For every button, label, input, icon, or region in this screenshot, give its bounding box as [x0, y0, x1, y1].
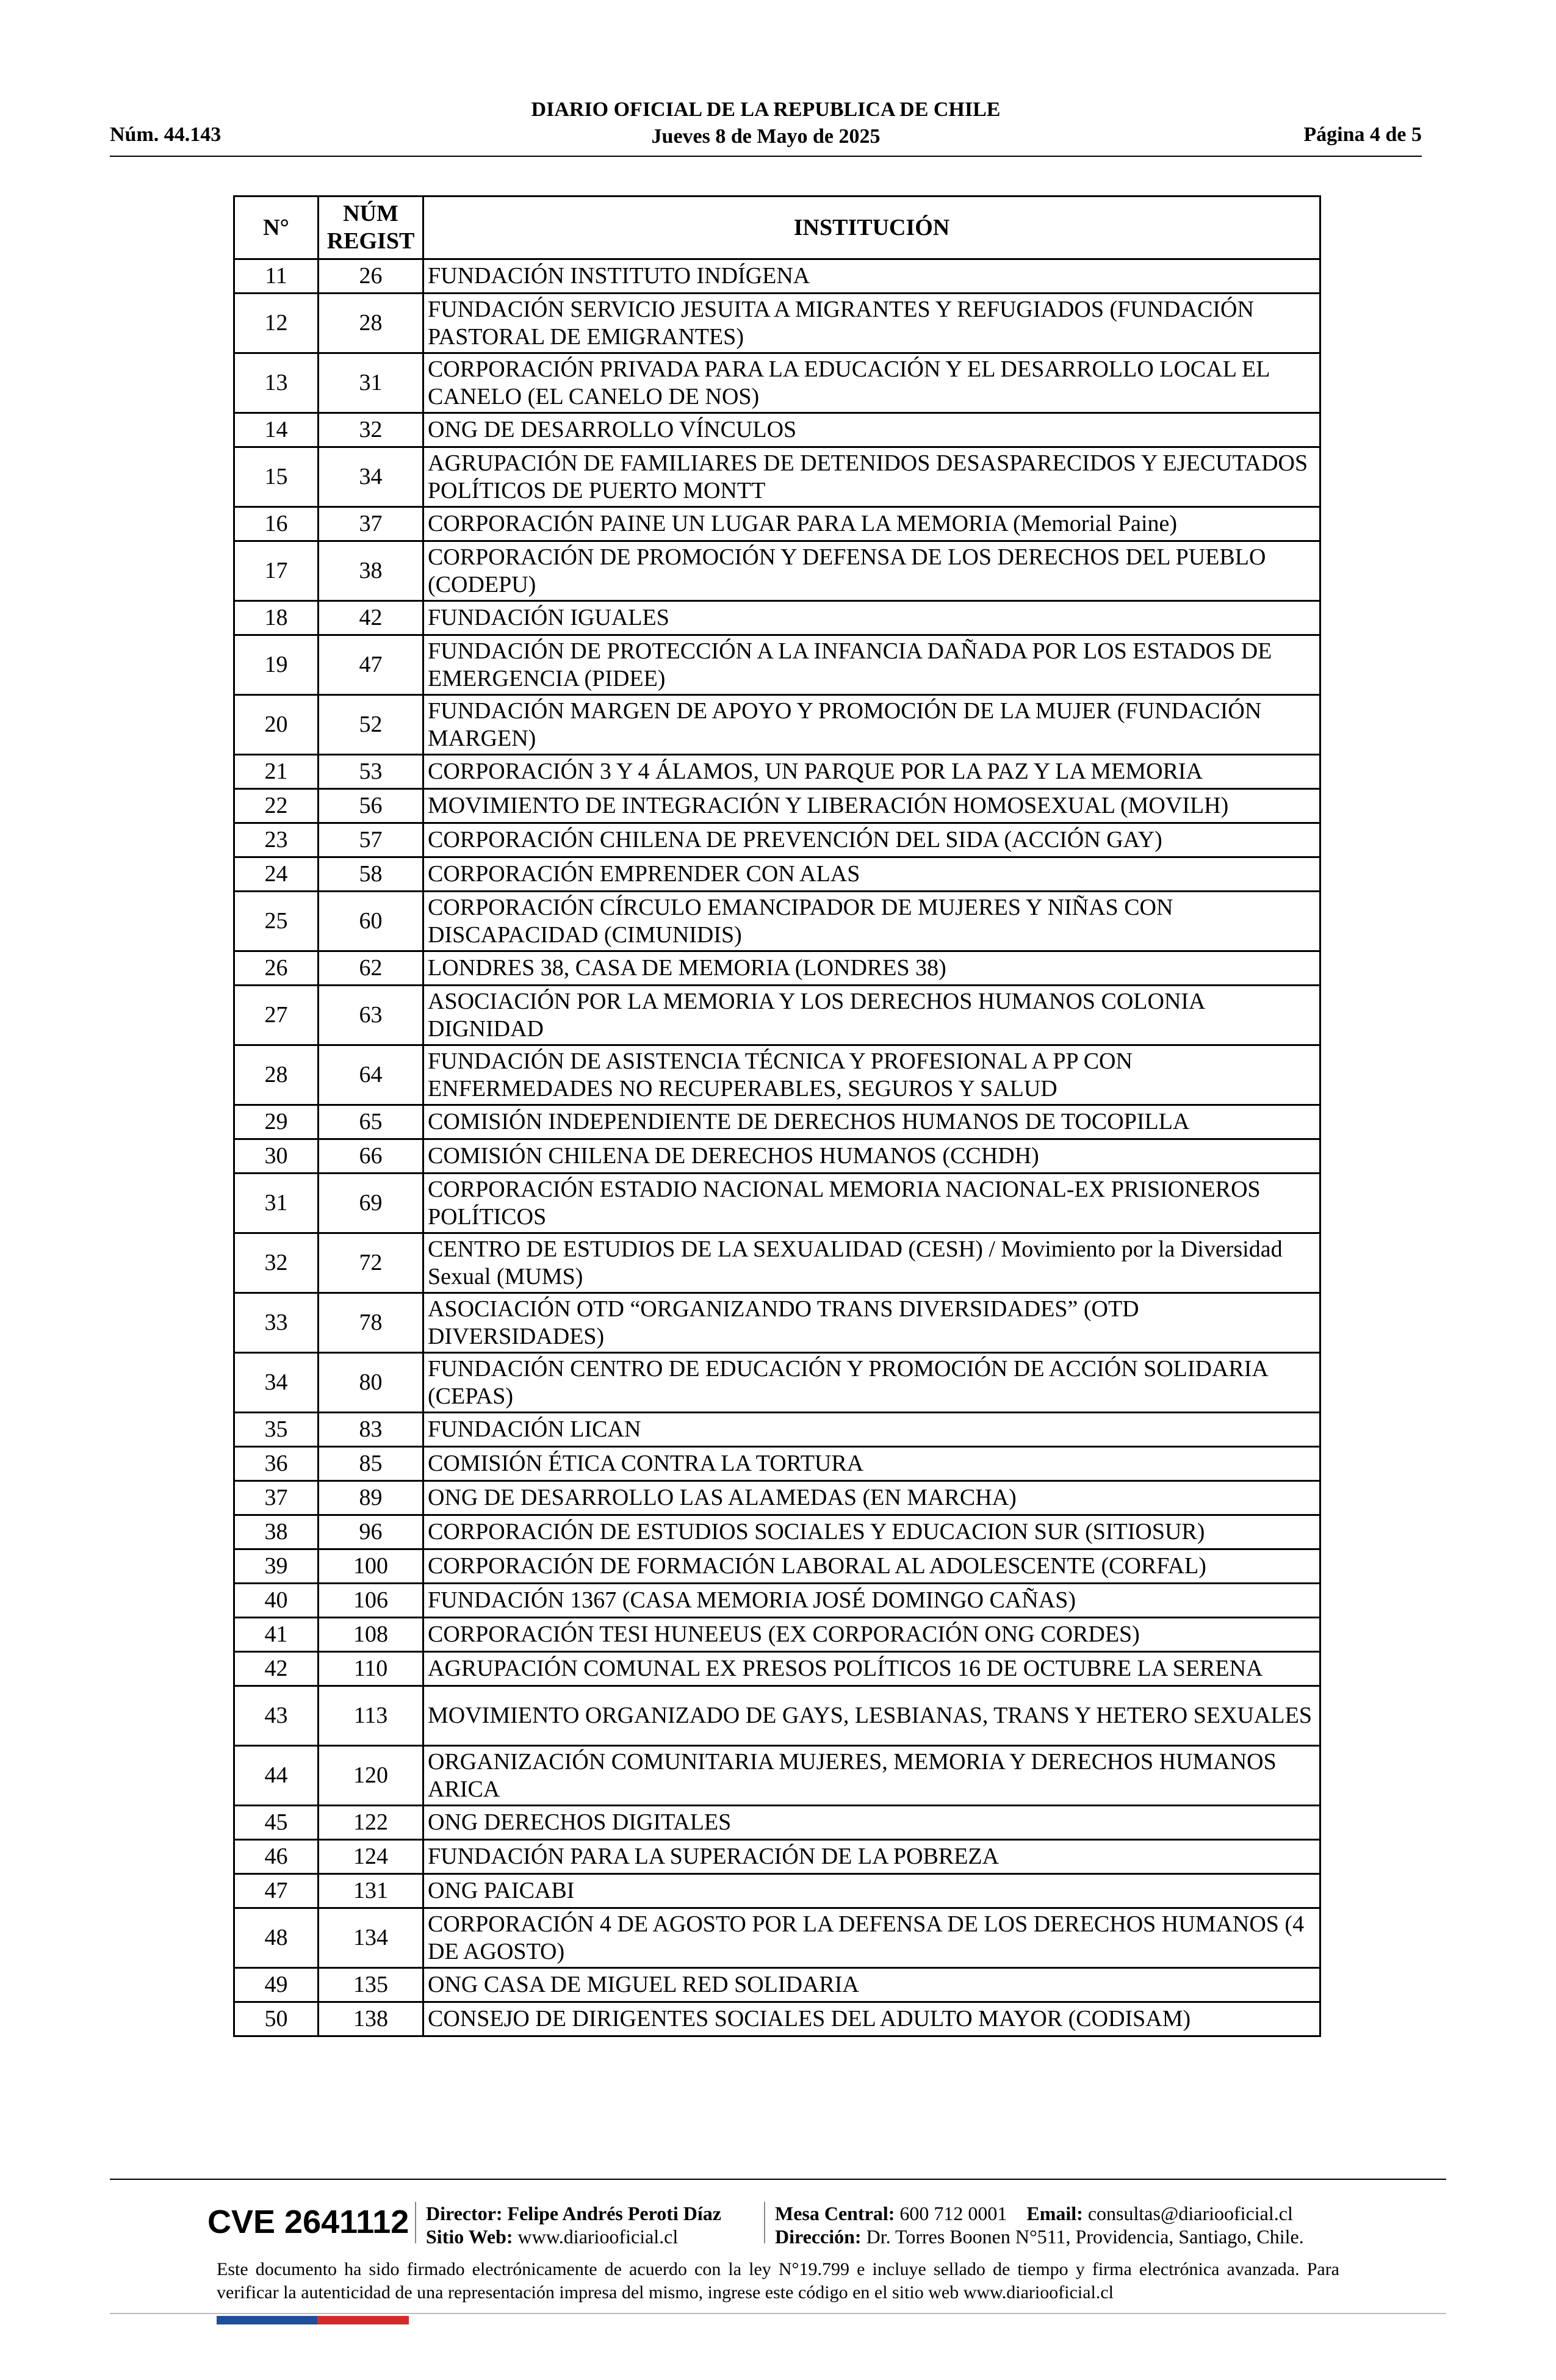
row-number-cell: 28: [234, 1045, 319, 1105]
registry-number-cell: 72: [319, 1233, 423, 1293]
registry-number-cell: 56: [319, 789, 423, 823]
phone-number: 600 712 0001: [899, 2202, 1007, 2224]
row-number-cell: 49: [234, 1968, 319, 2002]
registry-number-cell: 60: [319, 892, 423, 951]
row-number-cell: 25: [234, 892, 319, 951]
institution-name-cell: CORPORACIÓN 3 Y 4 ÁLAMOS, UN PARQUE POR LA PAZ Y LA MEMORIA: [423, 755, 1320, 789]
row-number-cell: 31: [234, 1174, 319, 1233]
institution-name-cell: CORPORACIÓN PAINE UN LUGAR PARA LA MEMORIA (Memorial Paine): [423, 507, 1320, 541]
row-number-cell: 14: [234, 413, 319, 447]
registry-number-cell: 131: [319, 1874, 423, 1908]
table-row: [234, 1174, 1320, 1233]
institution-name-cell: CORPORACIÓN PRIVADA PARA LA EDUCACIÓN Y EL DESARROLLO LOCAL EL CANELO (EL CANELO DE NOS): [423, 353, 1320, 413]
table-row: [234, 1652, 1320, 1686]
registry-number-cell: 89: [319, 1481, 423, 1515]
table-row: [234, 1618, 1320, 1652]
website-link[interactable]: www.diariooficial.cl: [517, 2226, 679, 2248]
row-number-cell: 48: [234, 1908, 319, 1968]
table-row: [234, 1353, 1320, 1413]
institution-table: [233, 195, 1321, 2037]
cve-code: CVE 2641112: [207, 2204, 409, 2240]
row-number-cell: 11: [234, 259, 319, 294]
row-number-cell: 21: [234, 755, 319, 789]
row-number-cell: 17: [234, 541, 319, 601]
column-header-registry: NÚM REGIST: [319, 197, 423, 259]
flag-stripes: [217, 2316, 409, 2324]
email-label: Email:: [1026, 2202, 1083, 2224]
institution-name-cell: FUNDACIÓN 1367 (CASA MEMORIA JOSÉ DOMINGO CAÑAS): [423, 1584, 1320, 1618]
table-row: [234, 695, 1320, 755]
registry-number-cell: 65: [319, 1105, 423, 1139]
issue-number: Núm. 44.143: [110, 123, 222, 146]
registry-number-cell: 80: [319, 1353, 423, 1413]
table-row: [234, 1481, 1320, 1515]
footer-bottom-rule: [110, 2313, 1446, 2314]
registry-number-cell: 124: [319, 1840, 423, 1874]
table-row: [234, 951, 1320, 986]
table-row: [234, 447, 1320, 507]
row-number-cell: 44: [234, 1746, 319, 1806]
stripe-blue-2: [281, 2316, 317, 2324]
institution-name-cell: FUNDACIÓN PARA LA SUPERACIÓN DE LA POBREZA: [423, 1840, 1320, 1874]
registry-number-cell: 34: [319, 447, 423, 507]
row-number-cell: 18: [234, 601, 319, 635]
stripe-red: [317, 2316, 409, 2324]
registry-number-cell: 58: [319, 857, 423, 892]
row-number-cell: 36: [234, 1447, 319, 1481]
table-row: [234, 635, 1320, 695]
column-header-number: N°: [234, 197, 319, 259]
registry-number-cell: 47: [319, 635, 423, 695]
institution-name-cell: AGRUPACIÓN COMUNAL EX PRESOS POLÍTICOS 16 DE OCTUBRE LA SERENA: [423, 1652, 1320, 1686]
director-name: Felipe Andrés Peroti Díaz: [507, 2202, 721, 2224]
institution-name-cell: FUNDACIÓN INSTITUTO INDÍGENA: [423, 259, 1320, 294]
row-number-cell: 30: [234, 1139, 319, 1174]
table-row: [234, 507, 1320, 541]
table-row: [234, 1806, 1320, 1840]
registry-number-cell: 64: [319, 1045, 423, 1105]
row-number-cell: 47: [234, 1874, 319, 1908]
table-row: [234, 1584, 1320, 1618]
registry-number-cell: 85: [319, 1447, 423, 1481]
table-row: [234, 1139, 1320, 1174]
registry-number-cell: 37: [319, 507, 423, 541]
institution-name-cell: MOVIMIENTO ORGANIZADO DE GAYS, LESBIANAS, TRANS Y HETERO SEXUALES: [423, 1686, 1320, 1746]
director-label: Director:: [426, 2202, 503, 2224]
table-body: [234, 259, 1320, 2036]
table-row: [234, 755, 1320, 789]
registry-number-cell: 138: [319, 2002, 423, 2036]
row-number-cell: 27: [234, 986, 319, 1045]
table-row: [234, 413, 1320, 447]
registry-number-cell: 28: [319, 294, 423, 353]
registry-number-cell: 100: [319, 1549, 423, 1584]
institution-name-cell: ONG DE DESARROLLO LAS ALAMEDAS (EN MARCHA): [423, 1481, 1320, 1515]
registry-number-cell: 78: [319, 1293, 423, 1353]
footer-director-block: [426, 2202, 721, 2248]
institution-name-cell: CORPORACIÓN CHILENA DE PREVENCIÓN DEL SIDA (ACCIÓN GAY): [423, 823, 1320, 857]
institution-name-cell: ONG DERECHOS DIGITALES: [423, 1806, 1320, 1840]
institution-name-cell: ORGANIZACIÓN COMUNITARIA MUJERES, MEMORIA Y DERECHOS HUMANOS ARICA: [423, 1746, 1320, 1806]
registry-number-cell: 26: [319, 259, 423, 294]
row-number-cell: 42: [234, 1652, 319, 1686]
row-number-cell: 13: [234, 353, 319, 413]
registry-number-cell: 83: [319, 1413, 423, 1447]
institution-name-cell: FUNDACIÓN IGUALES: [423, 601, 1320, 635]
page-indicator: Página 4 de 5: [1303, 123, 1422, 146]
issue-date: Jueves 8 de Mayo de 2025: [651, 125, 881, 148]
table-row: [234, 823, 1320, 857]
row-number-cell: 19: [234, 635, 319, 695]
row-number-cell: 43: [234, 1686, 319, 1746]
table-row: [234, 2002, 1320, 2036]
registry-number-cell: 32: [319, 413, 423, 447]
row-number-cell: 41: [234, 1618, 319, 1652]
table-row: [234, 601, 1320, 635]
row-number-cell: 32: [234, 1233, 319, 1293]
table-row: [234, 353, 1320, 413]
institution-name-cell: ASOCIACIÓN OTD “ORGANIZANDO TRANS DIVERSIDADES” (OTD DIVERSIDADES): [423, 1293, 1320, 1353]
institution-name-cell: CORPORACIÓN 4 DE AGOSTO POR LA DEFENSA DE LOS DERECHOS HUMANOS (4 DE AGOSTO): [423, 1908, 1320, 1968]
footer-contact-block: [775, 2202, 1304, 2248]
phone-label: Mesa Central:: [775, 2202, 895, 2224]
row-number-cell: 23: [234, 823, 319, 857]
row-number-cell: 12: [234, 294, 319, 353]
table-row: [234, 259, 1320, 294]
registry-number-cell: 120: [319, 1746, 423, 1806]
registry-number-cell: 110: [319, 1652, 423, 1686]
institution-name-cell: FUNDACIÓN SERVICIO JESUITA A MIGRANTES Y REFUGIADOS (FUNDACIÓN PASTORAL DE EMIGRANTES): [423, 294, 1320, 353]
table-row: [234, 1746, 1320, 1806]
institution-name-cell: CORPORACIÓN EMPRENDER CON ALAS: [423, 857, 1320, 892]
table-row: [234, 1413, 1320, 1447]
institution-name-cell: CENTRO DE ESTUDIOS DE LA SEXUALIDAD (CESH) / Movimiento por la Diversidad Sexual (MUMS): [423, 1233, 1320, 1293]
institution-name-cell: ONG CASA DE MIGUEL RED SOLIDARIA: [423, 1968, 1320, 2002]
email-link[interactable]: consultas@diariooficial.cl: [1087, 2202, 1293, 2224]
website-label: Sitio Web:: [426, 2226, 513, 2248]
row-number-cell: 26: [234, 951, 319, 986]
registry-number-cell: 96: [319, 1515, 423, 1549]
table-row: [234, 1293, 1320, 1353]
page-header: [110, 94, 1422, 155]
footer-separator: [764, 2202, 765, 2243]
table-row: [234, 1105, 1320, 1139]
institution-name-cell: CORPORACIÓN DE ESTUDIOS SOCIALES Y EDUCACION SUR (SITIOSUR): [423, 1515, 1320, 1549]
row-number-cell: 46: [234, 1840, 319, 1874]
footer-separator: [415, 2202, 416, 2243]
gazette-title: DIARIO OFICIAL DE LA REPUBLICA DE CHILE: [531, 98, 1001, 121]
row-number-cell: 50: [234, 2002, 319, 2036]
registry-number-cell: 134: [319, 1908, 423, 1968]
table-row: [234, 1968, 1320, 2002]
row-number-cell: 20: [234, 695, 319, 755]
address-text: Dr. Torres Boonen N°511, Providencia, Santiago, Chile.: [866, 2226, 1304, 2248]
institution-name-cell: CONSEJO DE DIRIGENTES SOCIALES DEL ADULTO MAYOR (CODISAM): [423, 2002, 1320, 2036]
registry-number-cell: 31: [319, 353, 423, 413]
table-header-row: [234, 197, 1320, 259]
institution-name-cell: ASOCIACIÓN POR LA MEMORIA Y LOS DERECHOS HUMANOS COLONIA DIGNIDAD: [423, 986, 1320, 1045]
row-number-cell: 34: [234, 1353, 319, 1413]
registry-number-cell: 106: [319, 1584, 423, 1618]
table-row: [234, 1908, 1320, 1968]
row-number-cell: 37: [234, 1481, 319, 1515]
footer-divider: [110, 2179, 1446, 2180]
row-number-cell: 24: [234, 857, 319, 892]
table-row: [234, 1549, 1320, 1584]
institution-name-cell: FUNDACIÓN MARGEN DE APOYO Y PROMOCIÓN DE LA MUJER (FUNDACIÓN MARGEN): [423, 695, 1320, 755]
institution-name-cell: FUNDACIÓN DE ASISTENCIA TÉCNICA Y PROFESIONAL A PP CON ENFERMEDADES NO RECUPERABLES, SEGUROS Y SALUD: [423, 1045, 1320, 1105]
registry-number-cell: 63: [319, 986, 423, 1045]
registry-number-cell: 113: [319, 1686, 423, 1746]
table-row: [234, 1045, 1320, 1105]
institution-name-cell: CORPORACIÓN CÍRCULO EMANCIPADOR DE MUJERES Y NIÑAS CON DISCAPACIDAD (CIMUNIDIS): [423, 892, 1320, 951]
column-header-institution: INSTITUCIÓN: [423, 197, 1320, 259]
table-row: [234, 1447, 1320, 1481]
registry-number-cell: 66: [319, 1139, 423, 1174]
row-number-cell: 40: [234, 1584, 319, 1618]
table-row: [234, 1874, 1320, 1908]
table-row: [234, 1840, 1320, 1874]
row-number-cell: 15: [234, 447, 319, 507]
row-number-cell: 33: [234, 1293, 319, 1353]
table-row: [234, 1515, 1320, 1549]
table-row: [234, 541, 1320, 601]
institution-name-cell: MOVIMIENTO DE INTEGRACIÓN Y LIBERACIÓN HOMOSEXUAL (MOVILH): [423, 789, 1320, 823]
table-row: [234, 789, 1320, 823]
masthead: [110, 96, 1422, 150]
institution-name-cell: FUNDACIÓN LICAN: [423, 1413, 1320, 1447]
registry-number-cell: 42: [319, 601, 423, 635]
institution-name-cell: FUNDACIÓN CENTRO DE EDUCACIÓN Y PROMOCIÓN DE ACCIÓN SOLIDARIA (CEPAS): [423, 1353, 1320, 1413]
table-row: [234, 892, 1320, 951]
institution-name-cell: CORPORACIÓN TESI HUNEEUS (EX CORPORACIÓN ONG CORDES): [423, 1618, 1320, 1652]
stripe-blue: [217, 2316, 281, 2324]
row-number-cell: 22: [234, 789, 319, 823]
registry-number-cell: 122: [319, 1806, 423, 1840]
table-row: [234, 1233, 1320, 1293]
registry-number-cell: 57: [319, 823, 423, 857]
registry-number-cell: 53: [319, 755, 423, 789]
institution-name-cell: LONDRES 38, CASA DE MEMORIA (LONDRES 38): [423, 951, 1320, 986]
table-row: [234, 986, 1320, 1045]
institution-name-cell: CORPORACIÓN DE PROMOCIÓN Y DEFENSA DE LOS DERECHOS DEL PUEBLO (CODEPU): [423, 541, 1320, 601]
institution-name-cell: COMISIÓN CHILENA DE DERECHOS HUMANOS (CCHDH): [423, 1139, 1320, 1174]
registry-number-cell: 135: [319, 1968, 423, 2002]
row-number-cell: 16: [234, 507, 319, 541]
row-number-cell: 35: [234, 1413, 319, 1447]
registry-number-cell: 108: [319, 1618, 423, 1652]
registry-number-cell: 62: [319, 951, 423, 986]
institution-name-cell: COMISIÓN INDEPENDIENTE DE DERECHOS HUMANOS DE TOCOPILLA: [423, 1105, 1320, 1139]
header-divider: [110, 156, 1422, 157]
registry-number-cell: 52: [319, 695, 423, 755]
signature-note: Este documento ha sido firmado electrónicamente de acuerdo con la ley N°19.799 e incluye sellado de tiempo y firma electrónica avanzada. Para verificar la autenticidad de una representación impresa del mismo, ingrese este código en el sitio web www.diariooficial.cl: [217, 2259, 1339, 2302]
row-number-cell: 45: [234, 1806, 319, 1840]
institution-name-cell: AGRUPACIÓN DE FAMILIARES DE DETENIDOS DESASPARECIDOS Y EJECUTADOS POLÍTICOS DE PUERTO MONTT: [423, 447, 1320, 507]
registry-number-cell: 69: [319, 1174, 423, 1233]
row-number-cell: 38: [234, 1515, 319, 1549]
institution-name-cell: ONG DE DESARROLLO VÍNCULOS: [423, 413, 1320, 447]
row-number-cell: 29: [234, 1105, 319, 1139]
registry-number-cell: 38: [319, 541, 423, 601]
institution-name-cell: FUNDACIÓN DE PROTECCIÓN A LA INFANCIA DAÑADA POR LOS ESTADOS DE EMERGENCIA (PIDEE): [423, 635, 1320, 695]
institution-name-cell: CORPORACIÓN ESTADIO NACIONAL MEMORIA NACIONAL-EX PRISIONEROS POLÍTICOS: [423, 1174, 1320, 1233]
table-row: [234, 857, 1320, 892]
table-row: [234, 294, 1320, 353]
row-number-cell: 39: [234, 1549, 319, 1584]
institution-name-cell: CORPORACIÓN DE FORMACIÓN LABORAL AL ADOLESCENTE (CORFAL): [423, 1549, 1320, 1584]
institution-name-cell: COMISIÓN ÉTICA CONTRA LA TORTURA: [423, 1447, 1320, 1481]
institution-name-cell: ONG PAICABI: [423, 1874, 1320, 1908]
address-label: Dirección:: [775, 2226, 862, 2248]
table-row: [234, 1686, 1320, 1746]
